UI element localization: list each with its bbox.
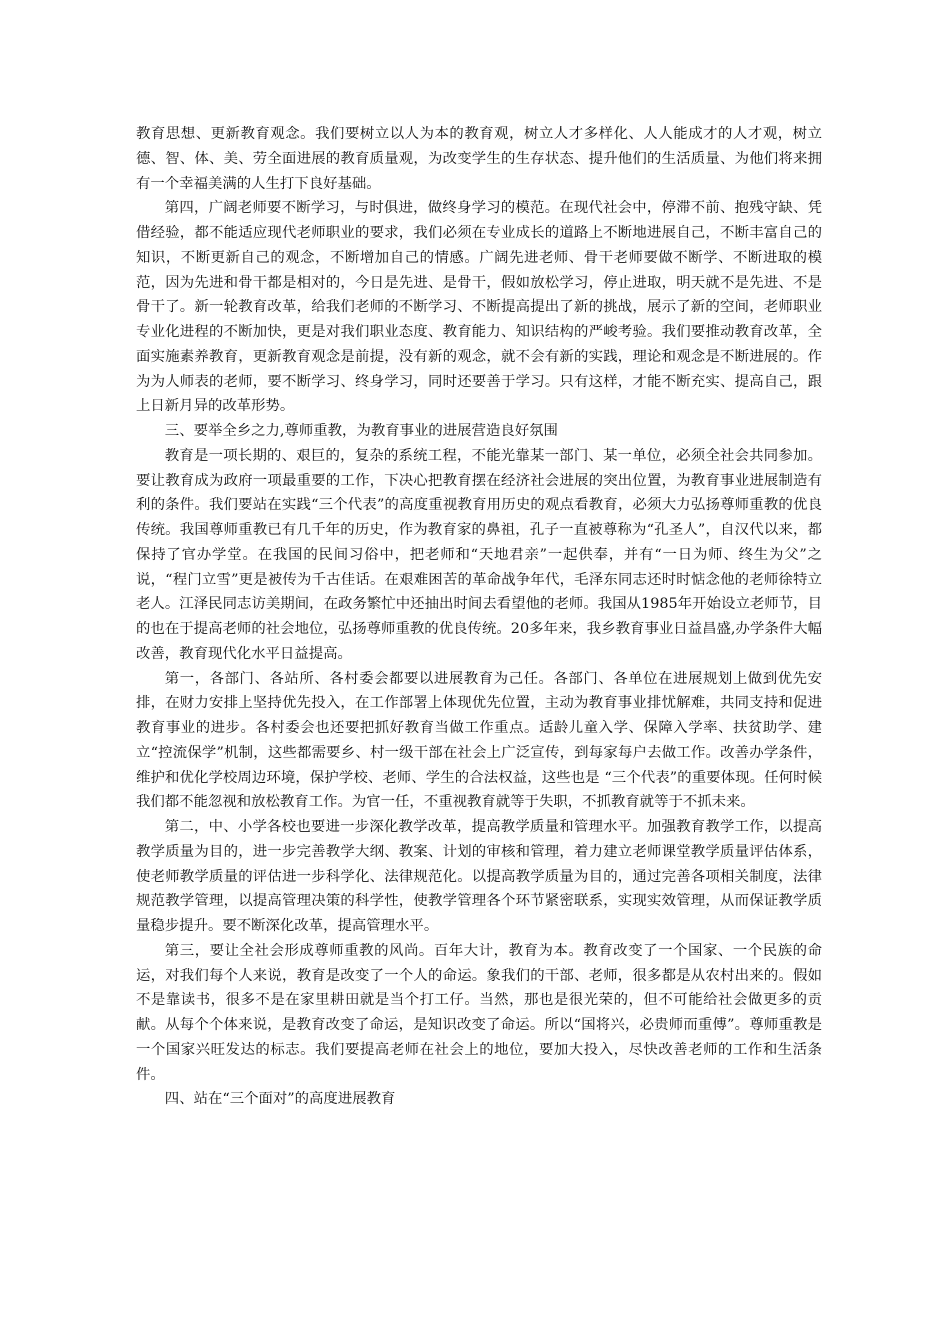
document-page <box>136 122 822 1112</box>
paragraph-second-schools-reform: 第二，中、小学各校也要进一步深化教学改革，提高教学质量和管理水平。加强教育教学工作，以提高教学质量为目的，进一步完善教学大纲、教案、计划的审核和管理，着力建立老师课堂教学质量评估体系，使老师教学质量的评估进一步科学化、法律规范化。以提高教学质量为目的，通过完善各项相关制度，法律规范教学管理，以提高管理决策的科学性，使教学管理各个环节紧密联系，实现实效管理，从而保证教学质量稳步提升。要不断深化改革，提高管理水平。 <box>136 819 822 934</box>
paragraph-first-departments: 第一，各部门、各站所、各村委会都要以进展教育为己任。各部门、各单位在进展规划上做到优先安排，在财力安排上坚持优先投入，在工作部署上体现优先位置，主动为教育事业排忧解难，共同支持和促进教育事业的进步。各村委会也还要把抓好教育当做工作重点。适龄儿童入学、保障入学率、扶贫助学、建立“控流保学”机制，这些都需要乡、村一级干部在社会上广泛宣传，到每家每户去做工作。改善办学条件，维护和优化学校周边环境，保护学校、老师、学生的合法权益，这些也是 “三个代表”的重要体现。任何时候我们都不能忽视和放松教育工作。为官一任，不重视教育就等于失职，不抓教育就等于不抓未来。 <box>136 670 822 811</box>
paragraph-fourth-continuous-learning: 第四，广阔老师要不断学习，与时俱进，做终身学习的模范。在现代社会中，停滞不前、抱残守缺、凭借经验，都不能适应现代老师职业的要求，我们必须在专业成长的道路上不断地进展自己，不断丰富自己的知识，不断更新自己的观念，不断增加自己的情感。广阔先进老师、骨干老师要做不断学、不断进取的模范，因为先进和骨干都是相对的，今日是先进、是骨干，假如放松学习，停止进取，明天就不是先进、不是骨干了。新一轮教育改革，给我们老师的不断学习、不断提高提出了新的挑战，展示了新的空间，老师职业专业化进程的不断加快，更是对我们职业态度、教育能力、知识结构的严峻考验。我们要推动教育改革，全面实施素养教育，更新教育观念是前提，没有新的观念，就不会有新的实践，理论和观念是不断进展的。作为为人师表的老师，要不断学习、终身学习，同时还要善于学习。只有这样，才能不断充实、提高自己，跟上日新月异的改革形势。 <box>136 200 822 415</box>
paragraph-continued-education-views: 教育思想、更新教育观念。我们要树立以人为本的教育观，树立人才多样化、人人能成才的人才观，树立德、智、体、美、劳全面进展的教育质量观，为改变学生的生存状态、提升他们的生活质量、为他们将来拥有一个幸福美满的人生打下良好基础。 <box>136 126 822 192</box>
paragraph-education-system-project: 教育是一项长期的、艰巨的，复杂的系统工程，不能光靠某一部门、某一单位，必须全社会共同参加。要让教育成为政府一项最重要的工作，下决心把教育摆在经济社会进展的突出位置，为教育事业进展制造有利的条件。我们要站在实践“三个代表”的高度重视教育用历史的观点看教育，必须大力弘扬尊师重教的优良传统。我国尊师重教已有几千年的历史，作为教育家的鼻祖，孔子一直被尊称为“孔圣人”，自汉代以来，都保持了官办学堂。在我国的民间习俗中，把老师和“天地君亲”一起供奉，并有“一日为师、终生为父”之说，“程门立雪”更是被传为千古佳话。在艰难困苦的革命战争年代，毛泽东同志还时时惦念他的老师徐特立老人。江泽民同志访美期间，在政务繁忙中还抽出时间去看望他的老师。我国从1985年开始设立老师节，目的也在于提高老师的社会地位，弘扬尊师重教的优良传统。20多年来，我乡教育事业日益昌盛,办学条件大幅改善，教育现代化水平日益提高。 <box>136 447 822 662</box>
section-heading-four: 四、站在“三个面对”的高度进展教育 <box>164 1091 396 1108</box>
section-heading-three: 三、要举全乡之力,尊师重教，为教育事业的进展营造良好氛围 <box>164 423 558 439</box>
paragraph-third-respect-teachers: 第三，要让全社会形成尊师重教的风尚。百年大计，教育为本。教育改变了一个国家、一个民族的命运，对我们每个人来说，教育是改变了一个人的命运。象我们的干部、老师，很多都是从农村出来的。假如不是靠读书，很多不是在家里耕田就是当个打工仔。当然，那也是很光荣的，但不可能给社会做更多的贡献。从每个个体来说，是教育改变了命运，是知识改变了命运。所以“国将兴，必贵师而重傅”。尊师重教是一个国家兴旺发达的标志。我们要提高老师在社会上的地位，要加大投入，尽快改善老师的工作和生活条件。 <box>136 942 822 1083</box>
